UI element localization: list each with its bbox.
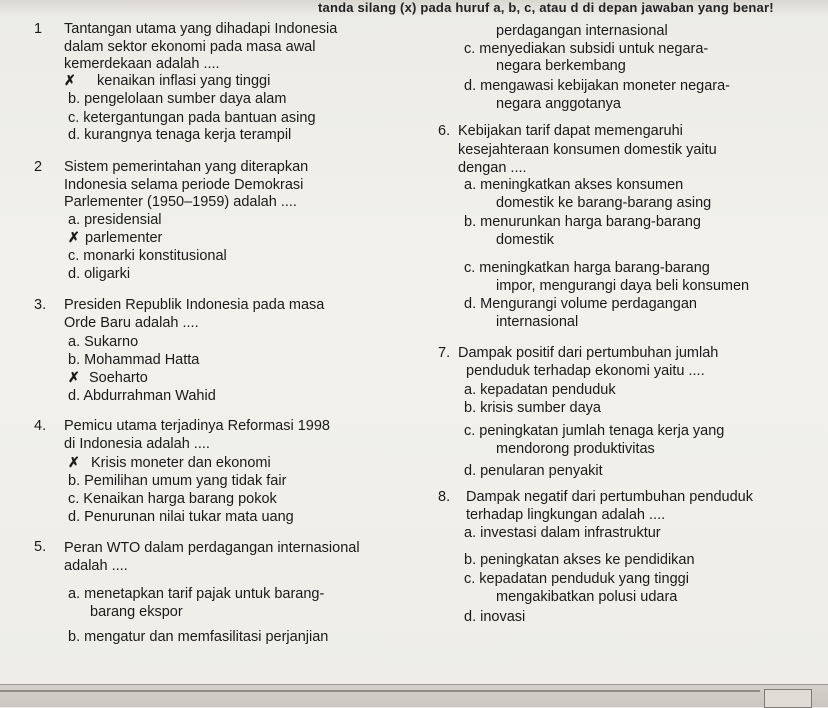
question-number: 8. bbox=[438, 489, 451, 505]
option: parlementer bbox=[85, 230, 163, 246]
question-text: Orde Baru adalah .... bbox=[64, 315, 199, 331]
option: c. monarki konstitusional bbox=[68, 248, 227, 264]
option: d. mengawasi kebijakan moneter negara- bbox=[464, 78, 730, 94]
option: c. ketergantungan pada bantuan asing bbox=[68, 110, 316, 126]
question-number: 2 bbox=[34, 159, 43, 175]
option: Soeharto bbox=[89, 370, 148, 386]
question-number: 5. bbox=[34, 539, 47, 555]
option-continued: domestik ke barang-barang asing bbox=[496, 195, 712, 211]
question-text: Indonesia selama periode Demokrasi bbox=[64, 177, 304, 193]
option: c. meningkatkan harga barang-barang bbox=[464, 260, 710, 276]
option-continued: perdagangan internasional bbox=[496, 23, 668, 39]
option-continued: mengakibatkan polusi udara bbox=[496, 589, 678, 605]
option: b. peningkatan akses ke pendidikan bbox=[464, 552, 695, 568]
option-continued: internasional bbox=[496, 314, 579, 330]
option: kenaikan inflasi yang tinggi bbox=[97, 73, 271, 89]
question-number: 6. bbox=[438, 123, 451, 139]
answer-line bbox=[0, 690, 760, 692]
instruction-header: tanda silang (x) pada huruf a, b, c, atau d di depan jawaban yang benar! bbox=[318, 0, 774, 15]
option: d. Mengurangi volume perdagangan bbox=[464, 296, 697, 312]
option: d. Penurunan nilai tukar mata uang bbox=[68, 509, 294, 525]
answer-mark-icon: ✗ bbox=[68, 454, 80, 470]
option: a. Sukarno bbox=[68, 334, 139, 350]
option-continued: negara berkembang bbox=[496, 58, 626, 74]
answer-mark-icon: ✗ bbox=[68, 229, 80, 245]
option: b. mengatur dan memfasilitasi perjanjian bbox=[68, 629, 329, 645]
question-text: dengan .... bbox=[458, 160, 527, 176]
question-number: 4. bbox=[34, 418, 47, 434]
option-continued: barang ekspor bbox=[90, 604, 183, 620]
option: b. Mohammad Hatta bbox=[68, 352, 200, 368]
question-text: Peran WTO dalam perdagangan internasional bbox=[64, 540, 360, 556]
option: d. oligarki bbox=[68, 266, 131, 282]
option: a. meningkatkan akses konsumen bbox=[464, 177, 684, 193]
question-number: 7. bbox=[438, 345, 451, 361]
question-text: Kebijakan tarif dapat memengaruhi bbox=[458, 123, 683, 139]
question-text: Pemicu utama terjadinya Reformasi 1998 bbox=[64, 418, 330, 434]
question-number: 3. bbox=[34, 297, 47, 313]
option: c. menyediakan subsidi untuk negara- bbox=[464, 41, 709, 57]
option-continued: impor, mengurangi daya beli konsumen bbox=[496, 278, 750, 294]
option: c. kepadatan penduduk yang tinggi bbox=[464, 571, 689, 587]
option: a. kepadatan penduduk bbox=[464, 382, 616, 398]
question-text: Dampak positif dari pertumbuhan jumlah bbox=[458, 345, 719, 361]
question-text: adalah .... bbox=[64, 558, 128, 574]
option: b. pengelolaan sumber daya alam bbox=[68, 91, 287, 107]
option-continued: domestik bbox=[496, 232, 555, 248]
question-text: kemerdekaan adalah .... bbox=[64, 56, 220, 72]
question-text: penduduk terhadap ekonomi yaitu .... bbox=[466, 363, 705, 379]
option: d. Abdurrahman Wahid bbox=[68, 388, 216, 404]
answer-mark-icon: ✗ bbox=[68, 369, 80, 385]
option: a. menetapkan tarif pajak untuk barang- bbox=[68, 586, 325, 602]
question-text: Tantangan utama yang dihadapi Indonesia bbox=[64, 21, 338, 37]
option-continued: mendorong produktivitas bbox=[496, 441, 655, 457]
option: c. Kenaikan harga barang pokok bbox=[68, 491, 277, 507]
question-text: Sistem pemerintahan yang diterapkan bbox=[64, 159, 309, 175]
option: b. krisis sumber daya bbox=[464, 400, 601, 416]
page-bottom-edge bbox=[0, 684, 828, 707]
question-text: dalam sektor ekonomi pada masa awal bbox=[64, 39, 316, 55]
option: d. penularan penyakit bbox=[464, 463, 603, 479]
question-text: Dampak negatif dari pertumbuhan penduduk bbox=[466, 489, 753, 505]
option: c. peningkatan jumlah tenaga kerja yang bbox=[464, 423, 725, 439]
option: d. kurangnya tenaga kerja terampil bbox=[68, 127, 292, 143]
option: b. Pemilihan umum yang tidak fair bbox=[68, 473, 287, 489]
option: a. investasi dalam infrastruktur bbox=[464, 525, 661, 541]
question-number: 1 bbox=[34, 21, 43, 37]
question-text: terhadap lingkungan adalah .... bbox=[466, 507, 666, 523]
question-text: Parlementer (1950–1959) adalah .... bbox=[64, 194, 297, 210]
option: Krisis moneter dan ekonomi bbox=[91, 455, 271, 471]
question-text: Presiden Republik Indonesia pada masa bbox=[64, 297, 325, 313]
option: b. menurunkan harga barang-barang bbox=[464, 214, 701, 230]
question-text: kesejahteraan konsumen domestik yaitu bbox=[458, 142, 717, 158]
answer-mark-icon: ✗ bbox=[64, 72, 76, 88]
question-text: di Indonesia adalah .... bbox=[64, 436, 210, 452]
option-continued: negara anggotanya bbox=[496, 96, 621, 112]
option: a. presidensial bbox=[68, 212, 162, 228]
answer-box bbox=[764, 689, 812, 708]
option: d. inovasi bbox=[464, 609, 526, 625]
